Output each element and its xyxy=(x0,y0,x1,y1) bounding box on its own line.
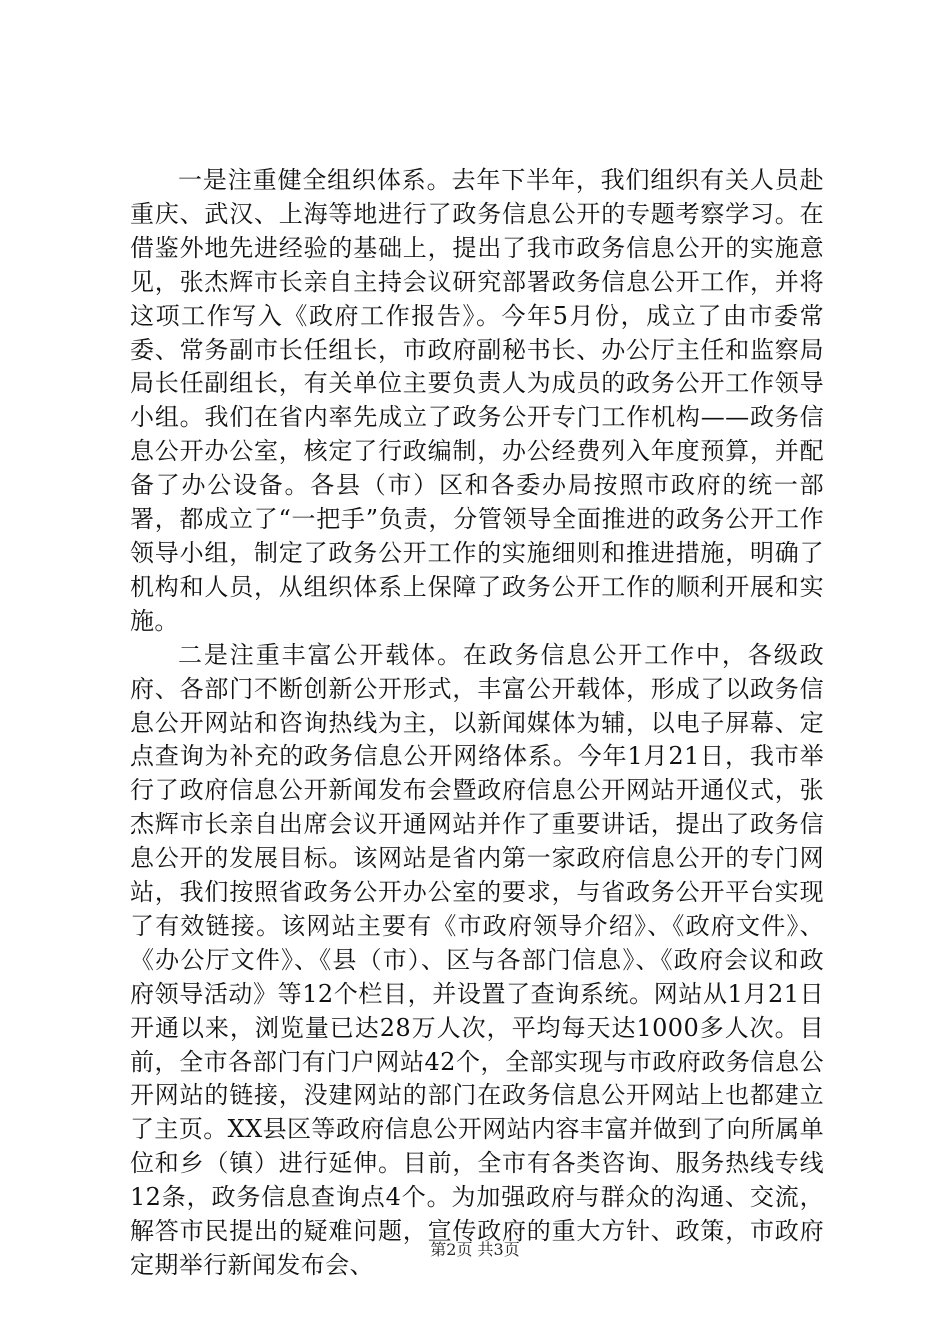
document-body xyxy=(130,164,824,1283)
paragraph-publicity-carriers: 二是注重丰富公开载体。在政务信息公开工作中，各级政府、各部门不断创新公开形式，丰富公开载体，形成了以政务信息公开网站和咨询热线为主，以新闻媒体为辅，以电子屏幕、定点查询为补充的政务信息公开网络体系。今年1月21日，我市举行了政府信息公开新闻发布会暨政府信息公开网站开通仪式，张杰辉市长亲自出席会议开通网站并作了重要讲话，提出了政务信息公开的发展目标。该网站是省内第一家政府信息公开的专门网站，我们按照省政务公开办公室的要求，与省政务公开平台实现了有效链接。该网站主要有《市政府领导介绍》、《政府文件》、《办公厅文件》、《县（市）、区与各部门信息》、《政府会议和政府领导活动》等12个栏目，并设置了查询系统。网站从1月21日开通以来，浏览量已达28万人次，平均每天达1000多人次。目前，全市各部门有门户网站42个，全部实现与市政府政务信息公开网站的链接，没建网站的部门在政务信息公开网站上也都建立了主页。XX县区等政府信息公开网站内容丰富并做到了向所属单位和乡（镇）进行延伸。目前，全市有各类咨询、服务热线专线12条，政务信息查询点4个。为加强政府与群众的沟通、交流，解答市民提出的疑难问题，宣传政府的重大方针、政策，市政府定期举行新闻发布会、 xyxy=(130,640,824,1279)
paragraph-organization-system: 一是注重健全组织体系。去年下半年，我们组织有关人员赴重庆、武汉、上海等地进行了政务信息公开的专题考察学习。在借鉴外地先进经验的基础上，提出了我市政务信息公开的实施意见，张杰辉市长亲自主持会议研究部署政务信息公开工作，并将这项工作写入《政府工作报告》。今年5月份，成立了由市委常委、常务副市长任组长，市政府副秘书长、办公厅主任和监察局局长任副组长，有关单位主要负责人为成员的政务公开工作领导小组。我们在省内率先成立了政务公开专门工作机构——政务信息公开办公室，核定了行政编制，办公经费列入年度预算，并配备了办公设备。各县（市）区和各委办局按照市政府的统一部署，都成立了“一把手”负责，分管领导全面推进的政务公开工作领导小组，制定了政务公开工作的实施细则和推进措施，明确了机构和人员，从组织体系上保障了政务公开工作的顺利开展和实施。 xyxy=(130,166,824,635)
page-number-footer: 第2页 共3页 xyxy=(430,1240,520,1259)
